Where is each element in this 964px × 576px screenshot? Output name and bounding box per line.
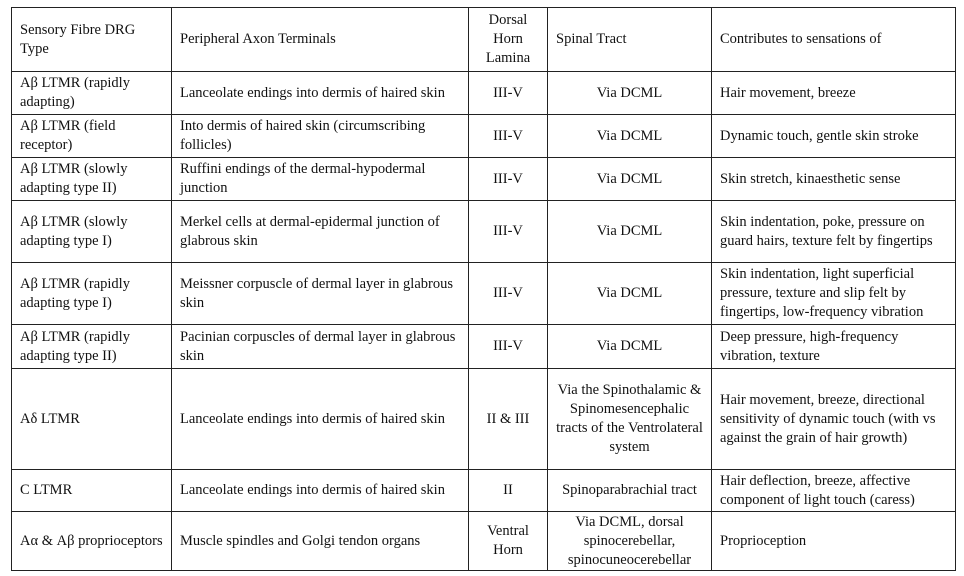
cell-sensations: Skin stretch, kinaesthetic sense bbox=[712, 158, 956, 201]
header-dorsal-horn-lamina: Dorsal Horn Lamina bbox=[469, 8, 548, 72]
cell-lamina: III-V bbox=[469, 201, 548, 263]
cell-sensations: Proprioception bbox=[712, 512, 956, 571]
cell-fibre-type: Aβ LTMR (field receptor) bbox=[12, 115, 172, 158]
table-row bbox=[12, 369, 956, 470]
table-row bbox=[12, 263, 956, 325]
sensory-fibre-table bbox=[11, 7, 956, 571]
header-sensations: Contributes to sensations of bbox=[712, 8, 956, 72]
cell-axon-terminals: Lanceolate endings into dermis of haired skin bbox=[172, 72, 469, 115]
cell-fibre-type: C LTMR bbox=[12, 470, 172, 512]
table-row bbox=[12, 158, 956, 201]
cell-fibre-type: Aδ LTMR bbox=[12, 369, 172, 470]
cell-axon-terminals: Merkel cells at dermal-epidermal junction of glabrous skin bbox=[172, 201, 469, 263]
cell-fibre-type: Aβ LTMR (rapidly adapting) bbox=[12, 72, 172, 115]
cell-axon-terminals: Lanceolate endings into dermis of haired skin bbox=[172, 470, 469, 512]
cell-lamina: II bbox=[469, 470, 548, 512]
cell-lamina: III-V bbox=[469, 158, 548, 201]
cell-sensations: Skin indentation, poke, pressure on guard hairs, texture felt by fingertips bbox=[712, 201, 956, 263]
table-header-row bbox=[12, 8, 956, 72]
cell-axon-terminals: Lanceolate endings into dermis of haired skin bbox=[172, 369, 469, 470]
table-row bbox=[12, 470, 956, 512]
cell-lamina: II & III bbox=[469, 369, 548, 470]
cell-fibre-type: Aα & Aβ proprioceptors bbox=[12, 512, 172, 571]
cell-axon-terminals: Meissner corpuscle of dermal layer in glabrous skin bbox=[172, 263, 469, 325]
cell-sensations: Skin indentation, light superficial pressure, texture and slip felt by fingertips, low-frequency vibration bbox=[712, 263, 956, 325]
cell-sensations: Dynamic touch, gentle skin stroke bbox=[712, 115, 956, 158]
cell-lamina: III-V bbox=[469, 72, 548, 115]
cell-spinal-tract: Via the Spinothalamic & Spinomesencephalic tracts of the Ventrolateral system bbox=[548, 369, 712, 470]
header-spinal-tract: Spinal Tract bbox=[548, 8, 712, 72]
cell-fibre-type: Aβ LTMR (rapidly adapting type I) bbox=[12, 263, 172, 325]
cell-lamina: Ventral Horn bbox=[469, 512, 548, 571]
table-row bbox=[12, 512, 956, 571]
cell-lamina: III-V bbox=[469, 263, 548, 325]
cell-spinal-tract: Via DCML bbox=[548, 201, 712, 263]
cell-lamina: III-V bbox=[469, 115, 548, 158]
header-fibre-type: Sensory Fibre DRG Type bbox=[12, 8, 172, 72]
table-row bbox=[12, 72, 956, 115]
cell-sensations: Deep pressure, high-frequency vibration, texture bbox=[712, 325, 956, 369]
cell-axon-terminals: Pacinian corpuscles of dermal layer in glabrous skin bbox=[172, 325, 469, 369]
table-row bbox=[12, 201, 956, 263]
cell-sensations: Hair movement, breeze bbox=[712, 72, 956, 115]
cell-axon-terminals: Into dermis of haired skin (circumscribing follicles) bbox=[172, 115, 469, 158]
cell-spinal-tract: Via DCML bbox=[548, 72, 712, 115]
cell-lamina: III-V bbox=[469, 325, 548, 369]
table-row bbox=[12, 115, 956, 158]
cell-fibre-type: Aβ LTMR (slowly adapting type II) bbox=[12, 158, 172, 201]
cell-spinal-tract: Spinoparabrachial tract bbox=[548, 470, 712, 512]
cell-sensations: Hair deflection, breeze, affective component of light touch (caress) bbox=[712, 470, 956, 512]
cell-spinal-tract: Via DCML bbox=[548, 115, 712, 158]
cell-sensations: Hair movement, breeze, directional sensitivity of dynamic touch (with vs against the grain of hair growth) bbox=[712, 369, 956, 470]
header-axon-terminals: Peripheral Axon Terminals bbox=[172, 8, 469, 72]
cell-axon-terminals: Ruffini endings of the dermal-hypodermal junction bbox=[172, 158, 469, 201]
cell-fibre-type: Aβ LTMR (slowly adapting type I) bbox=[12, 201, 172, 263]
cell-axon-terminals: Muscle spindles and Golgi tendon organs bbox=[172, 512, 469, 571]
cell-fibre-type: Aβ LTMR (rapidly adapting type II) bbox=[12, 325, 172, 369]
cell-spinal-tract: Via DCML bbox=[548, 325, 712, 369]
cell-spinal-tract: Via DCML bbox=[548, 263, 712, 325]
table-row bbox=[12, 325, 956, 369]
cell-spinal-tract: Via DCML bbox=[548, 158, 712, 201]
cell-spinal-tract: Via DCML, dorsal spinocerebellar, spinocuneocerebellar bbox=[548, 512, 712, 571]
